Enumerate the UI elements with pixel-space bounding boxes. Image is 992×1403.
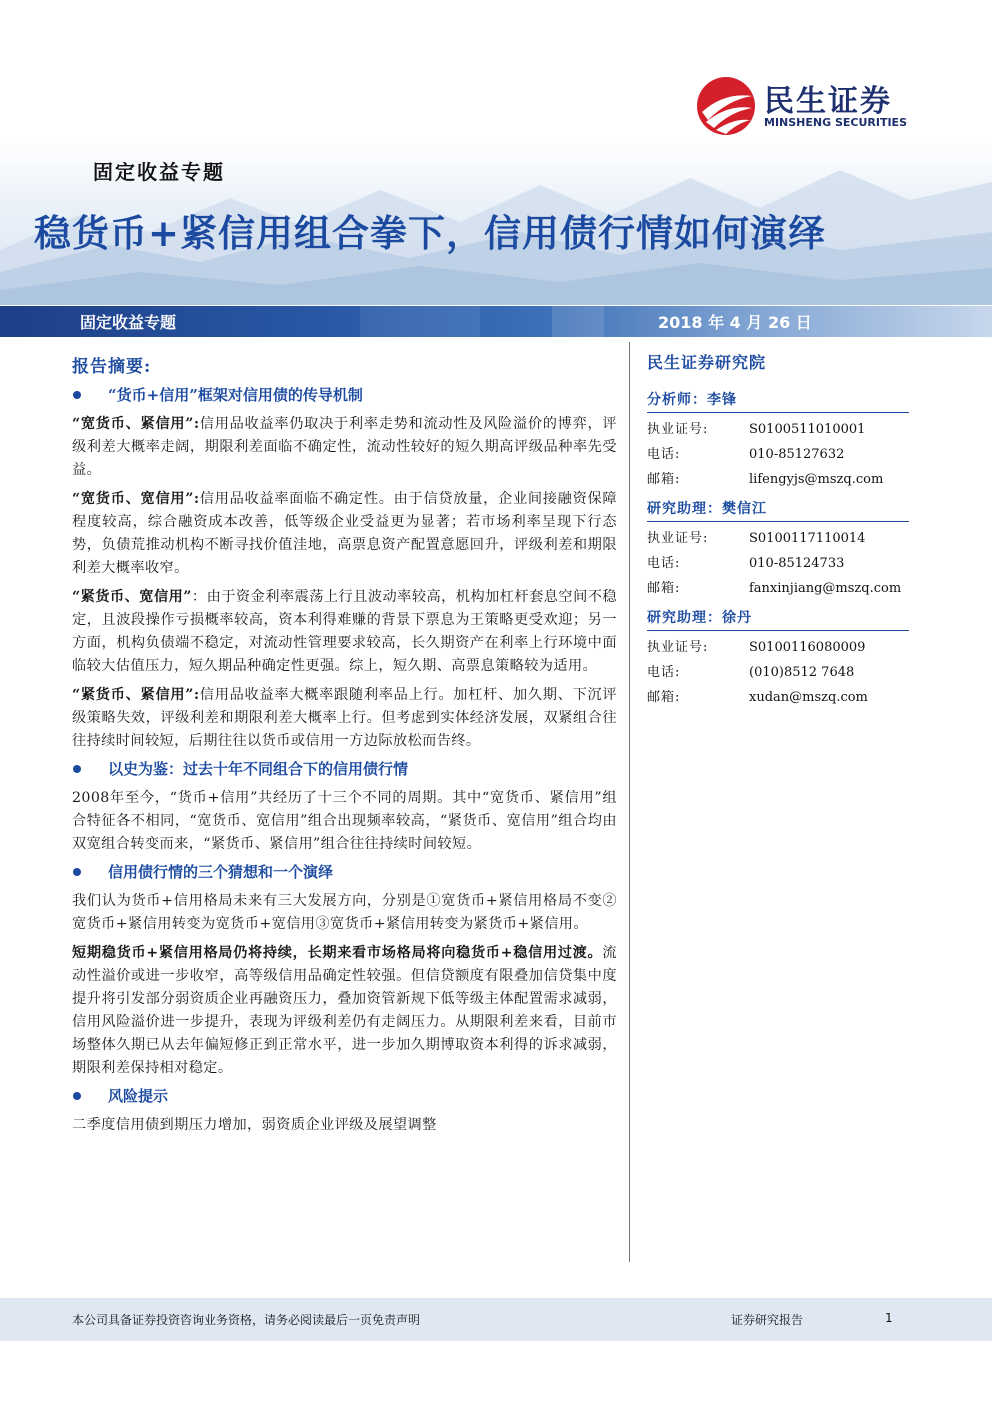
page-footer — [0, 1298, 992, 1341]
summary-paragraph: 我们认为货币+信用格局未来有三大发展方向，分别是①宽货币+紧信用格局不变②宽货币+紧信用转变为宽货币+宽信用③宽货币+紧信用转变为紧货币+紧信用。 — [72, 893, 617, 932]
analyst-block — [647, 389, 909, 492]
band-label: 固定收益专题 — [80, 313, 177, 332]
summary-title: 报告摘要: — [72, 357, 152, 377]
section-heading: 风险提示 — [72, 1086, 617, 1106]
summary-paragraph: “宽货币、紧信用”:信用品收益率仍取决于利率走势和流动性及风险溢价的博弈，评级利差大概率走阔，期限利差面临不确定性，流动性较好的短久期高评级品种率先受益。 — [72, 416, 617, 478]
info-label: 执业证号: — [647, 531, 709, 546]
logo-name-en: MINSHENG SECURITIES — [764, 116, 907, 129]
license-number: S0100511010001 — [749, 422, 866, 437]
phone-number: 010-85124733 — [749, 556, 845, 571]
analyst-block — [647, 498, 909, 601]
info-label: 电话: — [647, 665, 681, 680]
section-heading: “货币+信用”框架对信用债的传导机制 — [72, 385, 617, 405]
license-number: S0100116080009 — [749, 640, 866, 655]
bullet-dot-icon — [73, 765, 81, 773]
report-date: 2018 年 4 月 26 日 — [658, 313, 812, 332]
phone-number: (010)8512 7648 — [749, 665, 855, 680]
email-link[interactable]: fanxinjiang@mszq.com — [749, 581, 902, 596]
footer-disclaimer: 本公司具备证券投资咨询业务资格，请务必阅读最后一页免责声明 — [72, 1313, 421, 1327]
info-label: 执业证号: — [647, 422, 709, 437]
column-divider — [629, 342, 630, 1262]
header-banner — [0, 0, 992, 305]
report-title: 稳货币+紧信用组合拳下，信用债行情如何演绎 — [34, 212, 827, 255]
analyst-sidebar — [647, 350, 909, 716]
summary-paragraph: “紧货币、紧信用”:信用品收益率大概率跟随利率品上行。加杠杆、加久期、下沉评级策略失效，评级利差和期限利差大概率上行。但考虑到实体经济发展，双紧组合往往持续时间较短，后期往往以货币或信用一方边际放松而告终。 — [72, 687, 617, 749]
page-number: 1 — [885, 1311, 893, 1325]
section-heading: 以史为鉴：过去十年不同组合下的信用债行情 — [72, 759, 617, 779]
analyst-role: 研究助理：徐丹 — [647, 607, 909, 631]
summary-paragraph: 二季度信用债到期压力增加，弱资质企业评级及展望调整 — [72, 1117, 437, 1133]
footer-report-type: 证券研究报告 — [731, 1313, 804, 1327]
info-label: 电话: — [647, 556, 681, 571]
info-label: 执业证号: — [647, 640, 709, 655]
analyst-role: 研究助理：樊信江 — [647, 498, 909, 522]
summary-column — [72, 350, 617, 1143]
analyst-role: 分析师：李锋 — [647, 389, 909, 413]
document-type: 固定收益专题 — [93, 160, 225, 184]
bullet-dot-icon — [73, 1092, 81, 1100]
summary-paragraph: “宽货币、宽信用”:信用品收益率面临不确定性。由于信贷放量，企业间接融资保障程度较高，综合融资成本改善，低等级企业受益更为显著；若市场利率呈现下行态势，负债荒推动机构不断寻找价值洼地，高票息资产配置意愿回升，评级利差和期限利差大概率收窄。 — [72, 491, 617, 576]
mountain-background — [0, 0, 992, 305]
analyst-block — [647, 607, 909, 710]
info-label: 邮箱: — [647, 690, 681, 705]
summary-paragraph: 短期稳货币+紧信用格局仍将持续，长期来看市场格局将向稳货币+稳信用过渡。流动性溢价或进一步收窄，高等级信用品确定性较强。但信贷额度有限叠加信贷集中度提升将引发部分弱资质企业再融资压力，叠加资管新规下低等级主体配置需求减弱，信用风险溢价进一步提升，表现为评级利差仍有走阔压力。从期限利差来看，目前市场整体久期已从去年偏短修正到正常水平，进一步加久期博取资本利得的诉求减弱，期限利差保持相对稳定。 — [72, 945, 617, 1076]
institute-name: 民生证券研究院 — [647, 353, 767, 372]
title-band — [0, 306, 992, 337]
logo-name-cn: 民生证券 — [764, 84, 892, 119]
email-link[interactable]: lifengyjs@mszq.com — [749, 472, 884, 487]
license-number: S0100117110014 — [749, 531, 866, 546]
info-label: 邮箱: — [647, 472, 681, 487]
phone-number: 010-85127632 — [749, 447, 845, 462]
summary-paragraph: 2008年至今，“货币+信用”共经历了十三个不同的周期。其中“宽货币、紧信用”组合特征各不相同，“宽货币、宽信用”组合出现频率较高，“紧货币、宽信用”组合均由双宽组合转变而来，“紧货币、紧信用”组合往往持续时间较短。 — [72, 790, 617, 852]
bullet-dot-icon — [73, 868, 81, 876]
section-heading: 信用债行情的三个猜想和一个演绎 — [72, 862, 617, 882]
summary-paragraph: “紧货币、宽信用”：由于资金利率震荡上行且波动率较高，机构加杠杆套息空间不稳定，且波段操作亏损概率较高，资本利得难赚的背景下票息为王策略更受欢迎；另一方面，机构负债端不稳定，对流动性管理要求较高，长久期资产在利率上行环境中面临较大估值压力，短久期品种确定性更强。综上，短久期、高票息策略较为适用。 — [72, 589, 617, 674]
info-label: 邮箱: — [647, 581, 681, 596]
logo-emblem-icon — [694, 74, 758, 138]
email-link[interactable]: xudan@mszq.com — [749, 690, 868, 705]
minsheng-logo — [694, 74, 934, 138]
bullet-dot-icon — [73, 391, 81, 399]
info-label: 电话: — [647, 447, 681, 462]
